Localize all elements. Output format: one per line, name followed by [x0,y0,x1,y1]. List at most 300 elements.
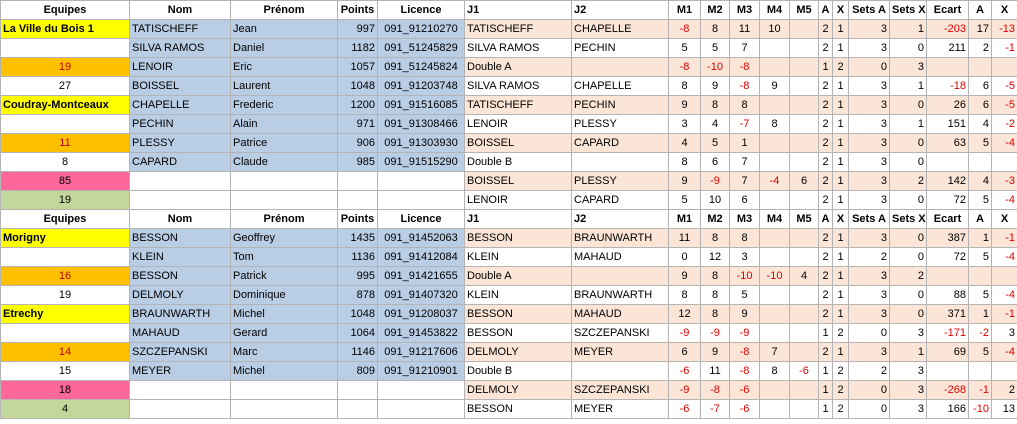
team-cell[interactable]: Morigny [1,229,130,248]
score-m2[interactable]: 10 [701,191,730,210]
points-a[interactable]: 5 [969,286,992,305]
score-m5[interactable] [790,343,819,362]
match-j2[interactable]: BRAUNWARTH [572,286,669,305]
score-m5[interactable] [790,191,819,210]
sets-x[interactable]: 2 [890,267,927,286]
player-licence[interactable]: 091_91303930 [378,134,465,153]
points-x[interactable]: 2 [992,381,1017,400]
player-points[interactable]: 971 [338,115,378,134]
match-j1[interactable]: BESSON [465,229,572,248]
sets-a[interactable]: 3 [849,343,890,362]
result-a[interactable]: 2 [819,77,833,96]
score-m3[interactable]: -6 [730,400,760,419]
points-a[interactable]: 1 [969,305,992,324]
points-x[interactable]: -5 [992,96,1017,115]
team-cell[interactable]: 27 [1,77,130,96]
player-nom[interactable]: CAPARD [130,153,231,172]
sets-a[interactable]: 3 [849,20,890,39]
player-points[interactable]: 809 [338,362,378,381]
score-m2[interactable]: 8 [701,96,730,115]
player-points[interactable] [338,400,378,419]
result-x[interactable]: 1 [833,77,849,96]
score-m2[interactable]: -8 [701,381,730,400]
points-a[interactable]: 5 [969,191,992,210]
score-m1[interactable]: -6 [669,400,701,419]
score-m1[interactable]: -8 [669,20,701,39]
score-m5[interactable] [790,153,819,172]
result-a[interactable]: 1 [819,362,833,381]
points-x[interactable]: 3 [992,324,1017,343]
result-x[interactable]: 1 [833,286,849,305]
score-m5[interactable] [790,400,819,419]
ecart[interactable]: -203 [927,20,969,39]
points-a[interactable]: 17 [969,20,992,39]
points-x[interactable]: 13 [992,400,1017,419]
result-x[interactable]: 2 [833,324,849,343]
ecart[interactable] [927,153,969,172]
player-licence[interactable]: 091_91421655 [378,267,465,286]
points-x[interactable]: -4 [992,286,1017,305]
points-a[interactable]: 4 [969,172,992,191]
player-prenom[interactable] [231,191,338,210]
match-j1[interactable]: BESSON [465,400,572,419]
player-prenom[interactable]: Daniel [231,39,338,58]
match-j2[interactable]: SZCZEPANSKI [572,324,669,343]
player-prenom[interactable]: Dominique [231,286,338,305]
sets-a[interactable]: 3 [849,134,890,153]
score-m3[interactable]: 11 [730,20,760,39]
points-x[interactable]: -1 [992,305,1017,324]
player-licence[interactable]: 091_91208037 [378,305,465,324]
score-m3[interactable]: -8 [730,77,760,96]
match-j1[interactable]: Double B [465,153,572,172]
player-licence[interactable]: 091_91516085 [378,96,465,115]
team-cell[interactable] [1,248,130,267]
score-m2[interactable]: 12 [701,248,730,267]
sets-a[interactable]: 0 [849,58,890,77]
score-m3[interactable]: -7 [730,115,760,134]
team-cell[interactable]: 11 [1,134,130,153]
score-m2[interactable]: 8 [701,286,730,305]
score-m4[interactable]: 8 [760,362,790,381]
sets-a[interactable]: 3 [849,77,890,96]
ecart[interactable]: 69 [927,343,969,362]
ecart[interactable] [927,362,969,381]
score-m1[interactable]: 8 [669,153,701,172]
score-m5[interactable] [790,58,819,77]
match-j2[interactable]: CHAPELLE [572,77,669,96]
match-j2[interactable]: PLESSY [572,115,669,134]
match-j1[interactable]: TATISCHEFF [465,20,572,39]
player-prenom[interactable]: Marc [231,343,338,362]
points-a[interactable]: 5 [969,248,992,267]
result-a[interactable]: 2 [819,267,833,286]
result-x[interactable]: 1 [833,172,849,191]
player-points[interactable]: 1057 [338,58,378,77]
score-m1[interactable]: 9 [669,96,701,115]
sets-a[interactable]: 0 [849,324,890,343]
match-j2[interactable]: CHAPELLE [572,20,669,39]
score-m2[interactable]: -7 [701,400,730,419]
result-a[interactable]: 1 [819,381,833,400]
match-j1[interactable]: TATISCHEFF [465,96,572,115]
team-cell[interactable]: 19 [1,286,130,305]
player-nom[interactable]: TATISCHEFF [130,20,231,39]
score-m4[interactable] [760,381,790,400]
player-prenom[interactable]: Laurent [231,77,338,96]
score-m4[interactable]: -10 [760,267,790,286]
sets-a[interactable]: 3 [849,172,890,191]
player-nom[interactable]: KLEIN [130,248,231,267]
team-cell[interactable] [1,39,130,58]
score-m1[interactable]: -6 [669,362,701,381]
score-m4[interactable]: 7 [760,343,790,362]
ecart[interactable]: -268 [927,381,969,400]
player-points[interactable]: 1064 [338,324,378,343]
points-x[interactable] [992,267,1017,286]
score-m3[interactable]: -8 [730,343,760,362]
ecart[interactable]: -18 [927,77,969,96]
score-m2[interactable]: 8 [701,20,730,39]
result-a[interactable]: 2 [819,343,833,362]
score-m2[interactable]: 6 [701,153,730,172]
match-j1[interactable]: BOISSEL [465,172,572,191]
player-nom[interactable]: SILVA RAMOS [130,39,231,58]
match-j2[interactable]: MEYER [572,400,669,419]
result-a[interactable]: 2 [819,229,833,248]
player-prenom[interactable] [231,172,338,191]
player-nom[interactable] [130,381,231,400]
player-prenom[interactable]: Patrice [231,134,338,153]
team-cell[interactable] [1,115,130,134]
points-a[interactable]: 6 [969,96,992,115]
score-m1[interactable]: 5 [669,191,701,210]
match-j1[interactable]: Double A [465,58,572,77]
score-m3[interactable]: 7 [730,39,760,58]
score-m5[interactable] [790,39,819,58]
player-nom[interactable]: CHAPELLE [130,96,231,115]
team-cell[interactable]: 85 [1,172,130,191]
score-m5[interactable] [790,20,819,39]
sets-x[interactable]: 1 [890,115,927,134]
score-m4[interactable] [760,191,790,210]
score-m4[interactable] [760,305,790,324]
points-x[interactable]: -1 [992,39,1017,58]
match-j2[interactable]: MAHAUD [572,305,669,324]
points-a[interactable]: 2 [969,39,992,58]
sets-x[interactable]: 0 [890,96,927,115]
sets-a[interactable]: 0 [849,400,890,419]
player-prenom[interactable] [231,400,338,419]
score-m5[interactable] [790,286,819,305]
player-points[interactable]: 995 [338,267,378,286]
player-points[interactable] [338,381,378,400]
score-m1[interactable]: 6 [669,343,701,362]
sets-a[interactable]: 3 [849,39,890,58]
player-nom[interactable]: BOISSEL [130,77,231,96]
player-licence[interactable] [378,191,465,210]
ecart[interactable]: 211 [927,39,969,58]
player-points[interactable]: 985 [338,153,378,172]
sets-x[interactable]: 1 [890,20,927,39]
player-points[interactable]: 1048 [338,77,378,96]
sets-x[interactable]: 0 [890,305,927,324]
player-nom[interactable]: PECHIN [130,115,231,134]
score-m4[interactable] [760,96,790,115]
player-prenom[interactable]: Gerard [231,324,338,343]
sets-x[interactable]: 3 [890,381,927,400]
sets-a[interactable]: 3 [849,267,890,286]
player-prenom[interactable] [231,381,338,400]
score-m3[interactable]: 3 [730,248,760,267]
score-m5[interactable] [790,115,819,134]
result-x[interactable]: 2 [833,400,849,419]
player-prenom[interactable]: Frederic [231,96,338,115]
sets-a[interactable]: 3 [849,153,890,172]
team-cell[interactable]: 16 [1,267,130,286]
player-licence[interactable] [378,400,465,419]
ecart[interactable]: 26 [927,96,969,115]
player-points[interactable]: 878 [338,286,378,305]
match-j1[interactable]: LENOIR [465,115,572,134]
score-m3[interactable]: -8 [730,58,760,77]
sets-a[interactable]: 0 [849,381,890,400]
result-a[interactable]: 1 [819,324,833,343]
team-cell[interactable]: 19 [1,58,130,77]
sets-a[interactable]: 3 [849,286,890,305]
score-m1[interactable]: 3 [669,115,701,134]
points-x[interactable] [992,58,1017,77]
match-j2[interactable]: CAPARD [572,191,669,210]
player-points[interactable]: 1048 [338,305,378,324]
points-x[interactable]: -4 [992,248,1017,267]
player-licence[interactable]: 091_91452063 [378,229,465,248]
score-m1[interactable]: -8 [669,58,701,77]
score-m5[interactable] [790,381,819,400]
match-j2[interactable]: CAPARD [572,134,669,153]
team-cell[interactable]: 14 [1,343,130,362]
player-prenom[interactable]: Claude [231,153,338,172]
sets-x[interactable]: 0 [890,248,927,267]
sets-x[interactable]: 0 [890,134,927,153]
points-x[interactable] [992,362,1017,381]
result-a[interactable]: 2 [819,20,833,39]
score-m2[interactable]: -9 [701,172,730,191]
team-cell[interactable]: Coudray-Montceaux [1,96,130,115]
points-a[interactable]: 5 [969,134,992,153]
score-m1[interactable]: 12 [669,305,701,324]
score-m4[interactable]: 9 [760,77,790,96]
score-m2[interactable]: 8 [701,267,730,286]
sets-x[interactable]: 1 [890,343,927,362]
result-x[interactable]: 1 [833,20,849,39]
score-m4[interactable] [760,153,790,172]
player-prenom[interactable]: Geoffrey [231,229,338,248]
player-nom[interactable]: LENOIR [130,58,231,77]
player-licence[interactable] [378,381,465,400]
result-x[interactable]: 1 [833,134,849,153]
player-licence[interactable] [378,172,465,191]
match-j2[interactable]: SZCZEPANSKI [572,381,669,400]
points-x[interactable]: -5 [992,77,1017,96]
match-j2[interactable]: PECHIN [572,39,669,58]
player-points[interactable]: 906 [338,134,378,153]
sets-a[interactable]: 3 [849,229,890,248]
ecart[interactable]: 387 [927,229,969,248]
player-nom[interactable] [130,172,231,191]
score-m5[interactable] [790,324,819,343]
result-a[interactable]: 2 [819,286,833,305]
match-j2[interactable] [572,58,669,77]
points-a[interactable] [969,362,992,381]
player-points[interactable]: 1136 [338,248,378,267]
score-m3[interactable]: 5 [730,286,760,305]
player-nom[interactable]: DELMOLY [130,286,231,305]
score-m3[interactable]: 8 [730,229,760,248]
team-cell[interactable]: 4 [1,400,130,419]
ecart[interactable]: 63 [927,134,969,153]
match-j2[interactable] [572,153,669,172]
points-x[interactable] [992,153,1017,172]
score-m4[interactable] [760,324,790,343]
player-points[interactable] [338,172,378,191]
player-points[interactable] [338,191,378,210]
score-m4[interactable]: -4 [760,172,790,191]
match-j1[interactable]: KLEIN [465,248,572,267]
player-points[interactable]: 1182 [338,39,378,58]
score-m2[interactable]: 11 [701,362,730,381]
ecart[interactable]: 166 [927,400,969,419]
score-m3[interactable]: 8 [730,96,760,115]
score-m3[interactable]: -8 [730,362,760,381]
match-j2[interactable]: MAHAUD [572,248,669,267]
result-x[interactable]: 1 [833,229,849,248]
score-m1[interactable]: 8 [669,77,701,96]
score-m1[interactable]: -9 [669,324,701,343]
score-m4[interactable]: 10 [760,20,790,39]
score-m5[interactable] [790,305,819,324]
score-m4[interactable] [760,134,790,153]
sets-a[interactable]: 3 [849,96,890,115]
player-licence[interactable]: 091_91308466 [378,115,465,134]
points-a[interactable]: 6 [969,77,992,96]
score-m5[interactable] [790,248,819,267]
ecart[interactable]: -171 [927,324,969,343]
sets-x[interactable]: 1 [890,77,927,96]
result-x[interactable]: 2 [833,381,849,400]
match-j2[interactable] [572,362,669,381]
points-a[interactable]: 5 [969,343,992,362]
score-m3[interactable]: 7 [730,172,760,191]
score-m3[interactable]: 1 [730,134,760,153]
sets-a[interactable]: 3 [849,115,890,134]
match-j2[interactable]: BRAUNWARTH [572,229,669,248]
result-x[interactable]: 1 [833,96,849,115]
score-m1[interactable]: 5 [669,39,701,58]
result-a[interactable]: 2 [819,115,833,134]
team-cell[interactable] [1,324,130,343]
score-m3[interactable]: -6 [730,381,760,400]
score-m4[interactable]: 8 [760,115,790,134]
points-x[interactable]: -4 [992,343,1017,362]
player-prenom[interactable]: Jean [231,20,338,39]
result-x[interactable]: 1 [833,248,849,267]
ecart[interactable]: 371 [927,305,969,324]
sets-a[interactable]: 3 [849,191,890,210]
result-x[interactable]: 2 [833,58,849,77]
score-m1[interactable]: -9 [669,381,701,400]
match-j1[interactable]: Double B [465,362,572,381]
player-prenom[interactable]: Patrick [231,267,338,286]
player-licence[interactable]: 091_91453822 [378,324,465,343]
team-cell[interactable]: La Ville du Bois 1 [1,20,130,39]
points-a[interactable] [969,267,992,286]
match-j1[interactable]: Double A [465,267,572,286]
match-j1[interactable]: BOISSEL [465,134,572,153]
sets-a[interactable]: 3 [849,305,890,324]
player-licence[interactable]: 091_91412084 [378,248,465,267]
score-m2[interactable]: 4 [701,115,730,134]
score-m5[interactable] [790,134,819,153]
score-m4[interactable] [760,39,790,58]
match-j2[interactable]: PECHIN [572,96,669,115]
score-m1[interactable]: 11 [669,229,701,248]
player-nom[interactable] [130,400,231,419]
player-nom[interactable]: SZCZEPANSKI [130,343,231,362]
player-licence[interactable]: 091_91203748 [378,77,465,96]
points-x[interactable]: -2 [992,115,1017,134]
player-nom[interactable] [130,191,231,210]
player-licence[interactable]: 091_91210270 [378,20,465,39]
player-licence[interactable]: 091_91217606 [378,343,465,362]
result-a[interactable]: 2 [819,172,833,191]
match-j1[interactable]: KLEIN [465,286,572,305]
match-j1[interactable]: DELMOLY [465,343,572,362]
score-m3[interactable]: -10 [730,267,760,286]
result-x[interactable]: 1 [833,305,849,324]
ecart[interactable]: 72 [927,248,969,267]
team-cell[interactable]: 18 [1,381,130,400]
score-m5[interactable] [790,229,819,248]
sets-x[interactable]: 0 [890,286,927,305]
ecart[interactable]: 142 [927,172,969,191]
match-j2[interactable] [572,267,669,286]
result-x[interactable]: 1 [833,153,849,172]
result-a[interactable]: 2 [819,39,833,58]
result-a[interactable]: 2 [819,153,833,172]
result-x[interactable]: 1 [833,39,849,58]
score-m5[interactable] [790,96,819,115]
score-m3[interactable]: -9 [730,324,760,343]
points-x[interactable]: -4 [992,191,1017,210]
result-x[interactable]: 1 [833,115,849,134]
team-cell[interactable]: Etrechy [1,305,130,324]
player-points[interactable]: 997 [338,20,378,39]
score-m5[interactable]: -6 [790,362,819,381]
player-nom[interactable]: PLESSY [130,134,231,153]
points-a[interactable]: -2 [969,324,992,343]
sets-x[interactable]: 3 [890,58,927,77]
score-m1[interactable]: 0 [669,248,701,267]
match-j1[interactable]: BESSON [465,324,572,343]
points-a[interactable]: -1 [969,381,992,400]
sets-x[interactable]: 0 [890,191,927,210]
score-m4[interactable] [760,229,790,248]
score-m4[interactable] [760,58,790,77]
ecart[interactable]: 88 [927,286,969,305]
team-cell[interactable]: 15 [1,362,130,381]
ecart[interactable] [927,58,969,77]
